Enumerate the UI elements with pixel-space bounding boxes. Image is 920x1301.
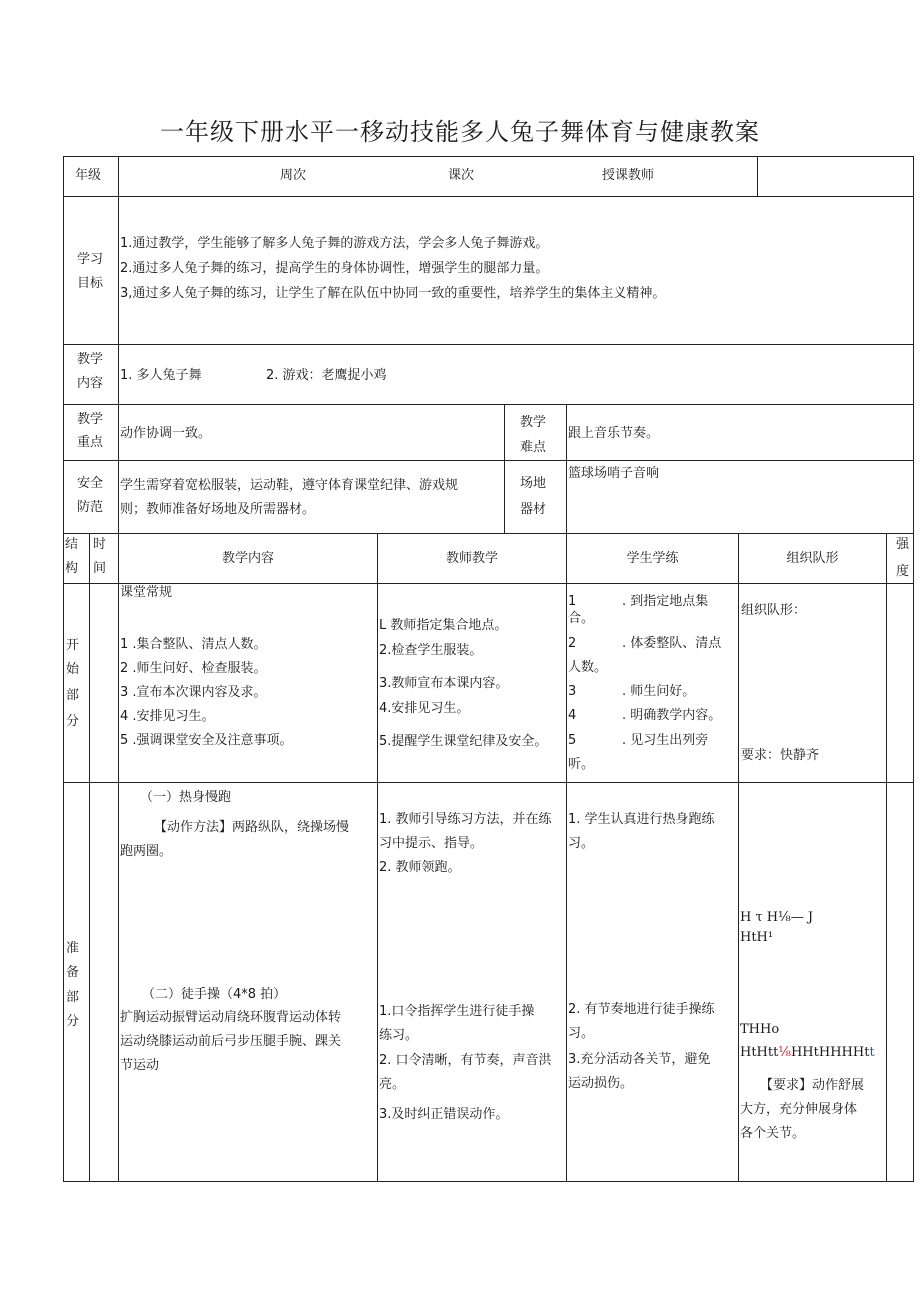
section-start: 始 [66, 662, 80, 677]
col-formation: 组织队形 [786, 551, 839, 566]
col-student: 学生学练 [626, 551, 679, 566]
prep-teacher: 1.口令指挥学生进行徒手操 [379, 1004, 535, 1019]
objectives-label: 目标 [77, 276, 104, 291]
safety-text: 学生需穿着宽松服装，运动鞋，遵守体育课堂纪律、游戏规 [120, 478, 459, 493]
table-rule [63, 344, 914, 345]
table-rule [886, 533, 887, 1182]
venue-label: 场地 [520, 476, 547, 491]
formation-diagram-text: HtHtt [740, 1045, 779, 1060]
table-rule [63, 583, 914, 584]
section-prep: 准 [66, 941, 80, 956]
formation-diagram-mark: ⅛ [778, 1045, 791, 1060]
venue-value: 篮球场哨子音响 [568, 466, 660, 481]
start-student: . 师生问好。 [622, 684, 696, 699]
prep-student: 习。 [568, 1026, 595, 1041]
grade-label: 年级 [75, 168, 102, 183]
objective-item: 3,通过多人兔子舞的练习，让学生了解在队伍中协同一致的重要性，培养学生的集体主义精神。 [120, 286, 666, 301]
safety-label: 防范 [77, 500, 104, 515]
section-prep: 部 [66, 990, 80, 1005]
content-label: 内容 [77, 376, 104, 391]
table-rule [377, 533, 378, 1182]
section-prep: 分 [66, 1014, 80, 1029]
col-content: 教学内容 [221, 551, 274, 566]
table-rule [757, 156, 758, 196]
focus-label: 教学 [77, 412, 104, 427]
prep-requirement: 大方，充分伸展身体 [740, 1102, 858, 1117]
prep-teacher: 3.及时纠正错误动作。 [379, 1107, 509, 1122]
table-rule [738, 533, 739, 1182]
start-student: 人数。 [568, 660, 608, 675]
lesson-label: 课次 [448, 168, 475, 183]
start-student: . 明确教学内容。 [622, 708, 722, 723]
start-student: . 到指定地点集 [622, 594, 709, 609]
warmup-title: （一）热身慢跑 [140, 790, 232, 805]
table-rule [504, 404, 505, 533]
formation-diagram-text [740, 1041, 875, 1065]
bare-hand-content: 扩胸运动振臂运动肩绕环腹背运动体转 [120, 1010, 342, 1025]
start-content: 课堂常规 [120, 585, 173, 600]
start-student: 合。 [568, 611, 595, 626]
prep-student: 2. 有节奏地进行徒手操练 [568, 1002, 715, 1017]
prep-student: 运动损伤。 [568, 1076, 634, 1091]
prep-student: 习。 [568, 836, 595, 851]
table-rule [63, 1181, 914, 1182]
table-rule [63, 404, 914, 405]
objective-item: 1.通过教学，学生能够了解多人兔子舞的游戏方法，学会多人兔子舞游戏。 [120, 236, 549, 251]
venue-label: 器材 [520, 502, 547, 517]
difficulty-value: 跟上音乐节奏。 [568, 426, 660, 441]
table-rule [63, 460, 914, 461]
prep-teacher: 1. 教师引导练习方法，并在练 [379, 812, 552, 827]
start-teacher: 2.检查学生服装。 [379, 643, 483, 658]
page-title: 一年级下册水平一移动技能多人兔子舞体育与健康教案 [160, 118, 760, 146]
focus-label: 重点 [77, 435, 104, 450]
objectives-label: 学习 [77, 252, 104, 267]
start-content: 5 .强调课堂安全及注意事项。 [120, 733, 293, 748]
col-time: 间 [93, 561, 107, 576]
difficulty-label: 教学 [520, 415, 547, 430]
col-teacher: 教师教学 [445, 551, 498, 566]
table-rule [63, 782, 914, 783]
prep-teacher: 习中提示、指导。 [379, 836, 484, 851]
col-structure: 构 [65, 561, 79, 576]
start-formation-label: 组织队形： [741, 603, 807, 618]
section-start: 开 [66, 638, 80, 653]
col-intensity: 强 [896, 537, 910, 552]
section-prep: 备 [66, 965, 80, 980]
table-rule [63, 533, 914, 534]
col-time: 时 [93, 537, 107, 552]
formation-diagram-text: HtH¹ [740, 930, 774, 945]
focus-value: 动作协调一致。 [120, 426, 212, 441]
section-start: 分 [66, 714, 80, 729]
start-student: 听。 [568, 757, 595, 772]
safety-label: 安全 [77, 476, 104, 491]
prep-teacher: 练习。 [379, 1028, 419, 1043]
formation-diagram-text: H τ H⅛— J [740, 910, 814, 925]
content-item: 1. 多人兔子舞 [120, 368, 202, 383]
prep-requirement: 各个关节。 [740, 1126, 806, 1141]
start-student: . 见习生出列旁 [622, 733, 709, 748]
prep-requirement: 【要求】动作舒展 [760, 1078, 865, 1093]
start-teacher: 5.提醒学生课堂纪律及安全。 [379, 734, 548, 749]
start-teacher: L 教师指定集合地点。 [379, 618, 508, 633]
start-content: 3 .宣布本次课内容及求。 [120, 685, 267, 700]
content-label: 教学 [77, 352, 104, 367]
table-rule [118, 156, 119, 1182]
formation-diagram-text: HHtHHHHt [790, 1045, 870, 1060]
week-label: 周次 [280, 168, 307, 183]
col-intensity: 度 [896, 564, 910, 579]
objective-item: 2.通过多人兔子舞的练习，提高学生的身体协调性，增强学生的腿部力量。 [120, 261, 549, 276]
table-rule [63, 156, 64, 1182]
teacher-label: 授课教师 [602, 168, 655, 183]
section-start: 部 [66, 688, 80, 703]
content-item: 2. 游戏：老鹰捉小鸡 [266, 368, 387, 383]
bare-hand-content: 节运动 [120, 1058, 160, 1073]
bare-hand-title: （二）徒手操（4*8 拍） [142, 987, 287, 1002]
start-student: 1 [568, 594, 577, 609]
prep-teacher: 亮。 [379, 1077, 406, 1092]
table-rule [63, 156, 914, 157]
formation-diagram-mark: t [869, 1045, 875, 1060]
prep-teacher: 2. 教师领跑。 [379, 860, 461, 875]
start-content: 2 .师生问好、检查服装。 [120, 661, 267, 676]
start-requirement: 要求：快静齐 [741, 748, 820, 763]
start-student: . 体委整队、清点 [622, 636, 722, 651]
difficulty-label: 难点 [520, 440, 547, 455]
start-teacher: 4.安排见习生。 [379, 701, 470, 716]
start-student: 3 [568, 684, 577, 699]
prep-teacher: 2. 口令清晰，有节奏，声音洪 [379, 1053, 552, 1068]
start-content: 1 .集合整队、清点人数。 [120, 637, 267, 652]
start-student: 5 [568, 733, 577, 748]
warmup-method: 跑两圈。 [120, 844, 173, 859]
table-rule [566, 404, 567, 1182]
table-rule [89, 533, 90, 1182]
table-rule [63, 196, 914, 197]
bare-hand-content: 运动绕膝运动前后弓步压腿手腕、踝关 [120, 1034, 342, 1049]
prep-student: 3.充分活动各关节，避免 [568, 1052, 711, 1067]
start-teacher: 3.教师宣布本课内容。 [379, 676, 509, 691]
start-student: 4 [568, 708, 577, 723]
col-structure: 结 [65, 537, 79, 552]
start-student: 2 [568, 636, 577, 651]
prep-student: 1. 学生认真进行热身跑练 [568, 812, 715, 827]
formation-diagram-text: THHo [740, 1022, 780, 1037]
start-content: 4 .安排见习生。 [120, 709, 215, 724]
table-rule [913, 156, 914, 1182]
safety-text: 则；教师准备好场地及所需器材。 [120, 502, 316, 517]
warmup-method: 【动作方法】两路纵队，绕操场慢 [154, 820, 350, 835]
